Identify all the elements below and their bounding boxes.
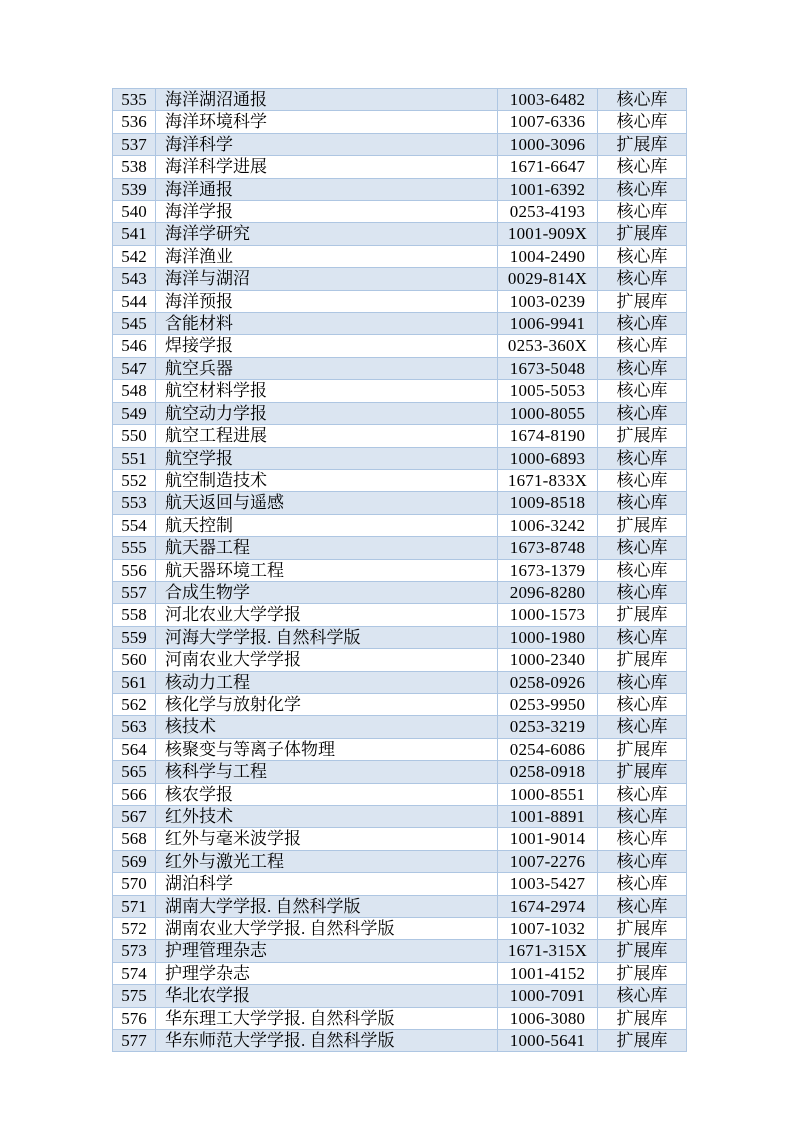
table-row — [113, 985, 687, 1007]
category-cell: 扩展库 — [598, 290, 687, 312]
row-number-cell: 567 — [113, 806, 156, 828]
category-cell: 扩展库 — [598, 918, 687, 940]
row-number-cell: 538 — [113, 156, 156, 178]
journal-name-cell: 含能材料 — [156, 313, 498, 335]
journal-name-cell: 焊接学报 — [156, 335, 498, 357]
row-number-cell: 551 — [113, 447, 156, 469]
issn-cell: 0258-0918 — [498, 761, 598, 783]
category-cell: 核心库 — [598, 559, 687, 581]
category-cell: 扩展库 — [598, 738, 687, 760]
table-row — [113, 716, 687, 738]
row-number-cell: 537 — [113, 133, 156, 155]
issn-cell: 1001-8891 — [498, 806, 598, 828]
category-cell: 核心库 — [598, 783, 687, 805]
issn-cell: 1006-3242 — [498, 514, 598, 536]
row-number-cell: 560 — [113, 649, 156, 671]
journal-name-cell: 湖南农业大学学报. 自然科学版 — [156, 918, 498, 940]
table-row — [113, 380, 687, 402]
category-cell: 核心库 — [598, 156, 687, 178]
journal-name-cell: 航天控制 — [156, 514, 498, 536]
category-cell: 核心库 — [598, 693, 687, 715]
category-cell: 核心库 — [598, 380, 687, 402]
journal-name-cell: 红外与毫米波学报 — [156, 828, 498, 850]
category-cell: 核心库 — [598, 201, 687, 223]
journal-name-cell: 护理管理杂志 — [156, 940, 498, 962]
journal-name-cell: 红外与激光工程 — [156, 850, 498, 872]
row-number-cell: 565 — [113, 761, 156, 783]
row-number-cell: 536 — [113, 111, 156, 133]
table-row — [113, 1007, 687, 1029]
category-cell: 扩展库 — [598, 514, 687, 536]
table-row — [113, 313, 687, 335]
table-row — [113, 962, 687, 984]
row-number-cell: 576 — [113, 1007, 156, 1029]
category-cell: 扩展库 — [598, 133, 687, 155]
table-row — [113, 604, 687, 626]
journal-name-cell: 核动力工程 — [156, 671, 498, 693]
category-cell: 核心库 — [598, 828, 687, 850]
issn-cell: 1007-1032 — [498, 918, 598, 940]
row-number-cell: 550 — [113, 425, 156, 447]
journal-name-cell: 航天返回与遥感 — [156, 492, 498, 514]
issn-cell: 1005-5053 — [498, 380, 598, 402]
issn-cell: 1000-5641 — [498, 1030, 598, 1052]
row-number-cell: 557 — [113, 581, 156, 603]
issn-cell: 1003-6482 — [498, 89, 598, 111]
table-row — [113, 940, 687, 962]
table-row — [113, 357, 687, 379]
row-number-cell: 547 — [113, 357, 156, 379]
journal-name-cell: 航空兵器 — [156, 357, 498, 379]
row-number-cell: 544 — [113, 290, 156, 312]
issn-cell: 2096-8280 — [498, 581, 598, 603]
journal-name-cell: 华北农学报 — [156, 985, 498, 1007]
journal-name-cell: 海洋与湖沼 — [156, 268, 498, 290]
issn-cell: 1000-1980 — [498, 626, 598, 648]
journal-name-cell: 航空材料学报 — [156, 380, 498, 402]
journal-name-cell: 核技术 — [156, 716, 498, 738]
category-cell: 核心库 — [598, 245, 687, 267]
journal-name-cell: 海洋湖沼通报 — [156, 89, 498, 111]
table-row — [113, 89, 687, 111]
category-cell: 核心库 — [598, 985, 687, 1007]
category-cell: 扩展库 — [598, 604, 687, 626]
category-cell: 核心库 — [598, 537, 687, 559]
row-number-cell: 562 — [113, 693, 156, 715]
table-row — [113, 178, 687, 200]
category-cell: 扩展库 — [598, 425, 687, 447]
row-number-cell: 571 — [113, 895, 156, 917]
issn-cell: 1000-8551 — [498, 783, 598, 805]
issn-cell: 1003-0239 — [498, 290, 598, 312]
issn-cell: 1001-9014 — [498, 828, 598, 850]
journal-name-cell: 华东理工大学学报. 自然科学版 — [156, 1007, 498, 1029]
row-number-cell: 573 — [113, 940, 156, 962]
issn-cell: 0253-4193 — [498, 201, 598, 223]
issn-cell: 1673-8748 — [498, 537, 598, 559]
category-cell: 扩展库 — [598, 962, 687, 984]
journal-name-cell: 核化学与放射化学 — [156, 693, 498, 715]
table-row — [113, 559, 687, 581]
table-row — [113, 761, 687, 783]
journal-name-cell: 核聚变与等离子体物理 — [156, 738, 498, 760]
table-row — [113, 918, 687, 940]
table-row — [113, 133, 687, 155]
journal-name-cell: 华东师范大学学报. 自然科学版 — [156, 1030, 498, 1052]
row-number-cell: 572 — [113, 918, 156, 940]
issn-cell: 0254-6086 — [498, 738, 598, 760]
issn-cell: 1001-909X — [498, 223, 598, 245]
issn-cell: 1001-6392 — [498, 178, 598, 200]
journal-name-cell: 海洋科学 — [156, 133, 498, 155]
category-cell: 核心库 — [598, 895, 687, 917]
journal-directory-table — [112, 88, 687, 1052]
row-number-cell: 554 — [113, 514, 156, 536]
category-cell: 核心库 — [598, 111, 687, 133]
row-number-cell: 552 — [113, 469, 156, 491]
table-row — [113, 425, 687, 447]
journal-name-cell: 海洋环境科学 — [156, 111, 498, 133]
row-number-cell: 546 — [113, 335, 156, 357]
issn-cell: 1671-833X — [498, 469, 598, 491]
row-number-cell: 569 — [113, 850, 156, 872]
journal-name-cell: 航空制造技术 — [156, 469, 498, 491]
issn-cell: 1004-2490 — [498, 245, 598, 267]
journal-name-cell: 航空学报 — [156, 447, 498, 469]
category-cell: 核心库 — [598, 335, 687, 357]
row-number-cell: 543 — [113, 268, 156, 290]
issn-cell: 1671-315X — [498, 940, 598, 962]
table-row — [113, 469, 687, 491]
category-cell: 扩展库 — [598, 649, 687, 671]
category-cell: 核心库 — [598, 581, 687, 603]
issn-cell: 1000-6893 — [498, 447, 598, 469]
category-cell: 扩展库 — [598, 223, 687, 245]
table-row — [113, 850, 687, 872]
row-number-cell: 568 — [113, 828, 156, 850]
row-number-cell: 539 — [113, 178, 156, 200]
category-cell: 核心库 — [598, 492, 687, 514]
row-number-cell: 553 — [113, 492, 156, 514]
issn-cell: 1000-7091 — [498, 985, 598, 1007]
category-cell: 核心库 — [598, 402, 687, 424]
row-number-cell: 535 — [113, 89, 156, 111]
row-number-cell: 566 — [113, 783, 156, 805]
journal-name-cell: 海洋通报 — [156, 178, 498, 200]
category-cell: 核心库 — [598, 89, 687, 111]
issn-cell: 0029-814X — [498, 268, 598, 290]
issn-cell: 1674-2974 — [498, 895, 598, 917]
journal-name-cell: 航空工程进展 — [156, 425, 498, 447]
category-cell: 核心库 — [598, 268, 687, 290]
row-number-cell: 564 — [113, 738, 156, 760]
table-row — [113, 201, 687, 223]
category-cell: 核心库 — [598, 626, 687, 648]
journal-name-cell: 海洋学报 — [156, 201, 498, 223]
journal-name-cell: 河北农业大学学报 — [156, 604, 498, 626]
table-row — [113, 335, 687, 357]
journal-name-cell: 航空动力学报 — [156, 402, 498, 424]
category-cell: 扩展库 — [598, 761, 687, 783]
row-number-cell: 577 — [113, 1030, 156, 1052]
table-row — [113, 514, 687, 536]
journal-name-cell: 核农学报 — [156, 783, 498, 805]
category-cell: 核心库 — [598, 313, 687, 335]
table-row — [113, 783, 687, 805]
row-number-cell: 548 — [113, 380, 156, 402]
issn-cell: 1673-1379 — [498, 559, 598, 581]
issn-cell: 1000-8055 — [498, 402, 598, 424]
table-row — [113, 111, 687, 133]
table-row — [113, 537, 687, 559]
category-cell: 核心库 — [598, 716, 687, 738]
issn-cell: 1673-5048 — [498, 357, 598, 379]
table-row — [113, 581, 687, 603]
category-cell: 核心库 — [598, 850, 687, 872]
issn-cell: 1674-8190 — [498, 425, 598, 447]
issn-cell: 1000-1573 — [498, 604, 598, 626]
issn-cell: 0258-0926 — [498, 671, 598, 693]
category-cell: 核心库 — [598, 178, 687, 200]
journal-table-body — [113, 89, 687, 1052]
row-number-cell: 559 — [113, 626, 156, 648]
table-row — [113, 1030, 687, 1052]
category-cell: 核心库 — [598, 671, 687, 693]
journal-name-cell: 核科学与工程 — [156, 761, 498, 783]
journal-name-cell: 航天器工程 — [156, 537, 498, 559]
category-cell: 扩展库 — [598, 1007, 687, 1029]
journal-name-cell: 航天器环境工程 — [156, 559, 498, 581]
row-number-cell: 549 — [113, 402, 156, 424]
journal-name-cell: 河南农业大学学报 — [156, 649, 498, 671]
row-number-cell: 563 — [113, 716, 156, 738]
journal-name-cell: 湖泊科学 — [156, 873, 498, 895]
row-number-cell: 540 — [113, 201, 156, 223]
category-cell: 核心库 — [598, 873, 687, 895]
table-row — [113, 290, 687, 312]
table-row — [113, 492, 687, 514]
table-row — [113, 873, 687, 895]
journal-name-cell: 海洋学研究 — [156, 223, 498, 245]
row-number-cell: 542 — [113, 245, 156, 267]
table-row — [113, 245, 687, 267]
row-number-cell: 541 — [113, 223, 156, 245]
row-number-cell: 555 — [113, 537, 156, 559]
table-row — [113, 447, 687, 469]
row-number-cell: 570 — [113, 873, 156, 895]
category-cell: 扩展库 — [598, 1030, 687, 1052]
journal-name-cell: 红外技术 — [156, 806, 498, 828]
issn-cell: 1671-6647 — [498, 156, 598, 178]
journal-name-cell: 河海大学学报. 自然科学版 — [156, 626, 498, 648]
journal-name-cell: 海洋预报 — [156, 290, 498, 312]
journal-name-cell: 护理学杂志 — [156, 962, 498, 984]
row-number-cell: 545 — [113, 313, 156, 335]
table-row — [113, 895, 687, 917]
issn-cell: 1006-9941 — [498, 313, 598, 335]
category-cell: 扩展库 — [598, 940, 687, 962]
table-row — [113, 693, 687, 715]
row-number-cell: 561 — [113, 671, 156, 693]
row-number-cell: 574 — [113, 962, 156, 984]
journal-name-cell: 海洋渔业 — [156, 245, 498, 267]
table-row — [113, 828, 687, 850]
table-row — [113, 649, 687, 671]
category-cell: 核心库 — [598, 447, 687, 469]
journal-name-cell: 合成生物学 — [156, 581, 498, 603]
category-cell: 核心库 — [598, 357, 687, 379]
issn-cell: 0253-3219 — [498, 716, 598, 738]
issn-cell: 1007-2276 — [498, 850, 598, 872]
issn-cell: 1000-2340 — [498, 649, 598, 671]
row-number-cell: 558 — [113, 604, 156, 626]
row-number-cell: 556 — [113, 559, 156, 581]
issn-cell: 1009-8518 — [498, 492, 598, 514]
journal-name-cell: 海洋科学进展 — [156, 156, 498, 178]
table-row — [113, 806, 687, 828]
table-row — [113, 156, 687, 178]
table-row — [113, 626, 687, 648]
row-number-cell: 575 — [113, 985, 156, 1007]
issn-cell: 0253-360X — [498, 335, 598, 357]
issn-cell: 1003-5427 — [498, 873, 598, 895]
issn-cell: 1001-4152 — [498, 962, 598, 984]
category-cell: 核心库 — [598, 806, 687, 828]
table-row — [113, 402, 687, 424]
issn-cell: 1007-6336 — [498, 111, 598, 133]
table-row — [113, 738, 687, 760]
journal-name-cell: 湖南大学学报. 自然科学版 — [156, 895, 498, 917]
issn-cell: 1006-3080 — [498, 1007, 598, 1029]
category-cell: 核心库 — [598, 469, 687, 491]
table-row — [113, 223, 687, 245]
table-row — [113, 671, 687, 693]
issn-cell: 0253-9950 — [498, 693, 598, 715]
table-row — [113, 268, 687, 290]
issn-cell: 1000-3096 — [498, 133, 598, 155]
